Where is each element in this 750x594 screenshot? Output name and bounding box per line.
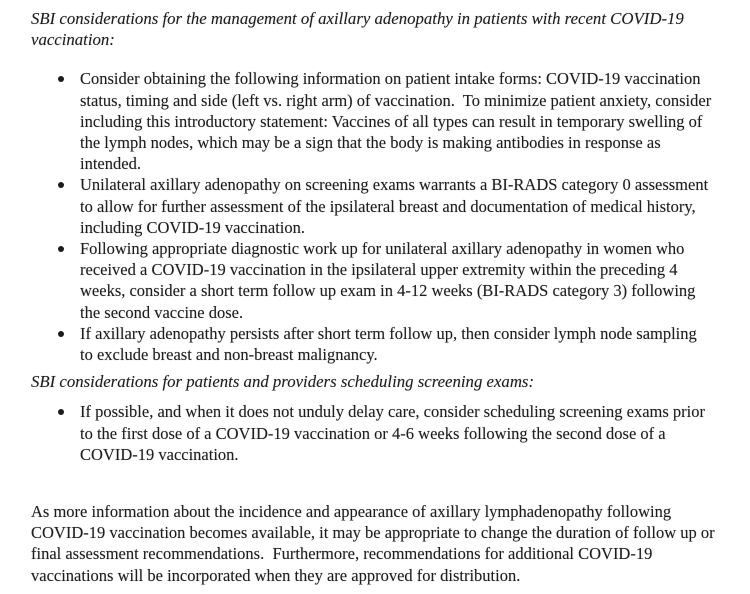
list-item (31, 238, 720, 323)
section2-heading: SBI considerations for patients and providers scheduling screening exams: (31, 372, 535, 392)
list-item (31, 174, 720, 238)
bullet-icon (58, 331, 64, 337)
section2-bullet-list (31, 401, 720, 465)
bullet-text: If axillary adenopathy persists after short term follow up, then consider lymph node sampling to exclude breast and non-breast malignancy. (80, 323, 701, 365)
list-item (31, 401, 720, 465)
document-content (31, 8, 720, 586)
bullet-icon (58, 409, 64, 415)
section1-bullet-list (31, 68, 720, 365)
bullet-text: Following appropriate diagnostic work up for unilateral axillary adenopathy in women who received a COVID-19 vaccination in the ipsilateral upper extremity within the preceding 4 weeks, consider a short term follow up exam in 4-12 weeks (BI-RADS category 3) following the second vaccine dose. (80, 239, 700, 322)
list-item (31, 68, 720, 174)
bullet-icon (58, 182, 64, 188)
bullet-text: Unilateral axillary adenopathy on screening exams warrants a BI-RADS category 0 assessment to allow for further assessment of the ipsilateral breast and documentation of medical history, including COVID-19 vaccination. (80, 175, 713, 237)
bullet-icon (58, 76, 64, 82)
bullet-text: If possible, and when it does not unduly delay care, consider scheduling screening exams prior to the first dose of a COVID-19 vaccination or 4-6 weeks following the second dose of a COVID-19 vaccination. (80, 402, 710, 464)
list-item (31, 323, 720, 365)
bullet-text: Consider obtaining the following information on patient intake forms: COVID-19 vaccination status, timing and side (left vs. right arm) of vaccination. To minimize patient anxiety, consider including this introductory statement: Vaccines of all types can result in temporary swelling of the lymph nodes, which may be a sign that the body is making antibodies in response as intended. (80, 69, 716, 174)
section1-heading: SBI considerations for the management of axillary adenopathy in patients with recent COVID-19 vaccination: (31, 9, 689, 50)
bullet-icon (58, 246, 64, 252)
closing-paragraph: As more information about the incidence and appearance of axillary lymphadenopathy following COVID-19 vaccination becomes available, it may be appropriate to change the duration of follow up or final assessment recommendations. Furthermore, recommendations for additional COVID-19 vaccinations will be incorporated when they are approved for distribution. (31, 502, 719, 585)
